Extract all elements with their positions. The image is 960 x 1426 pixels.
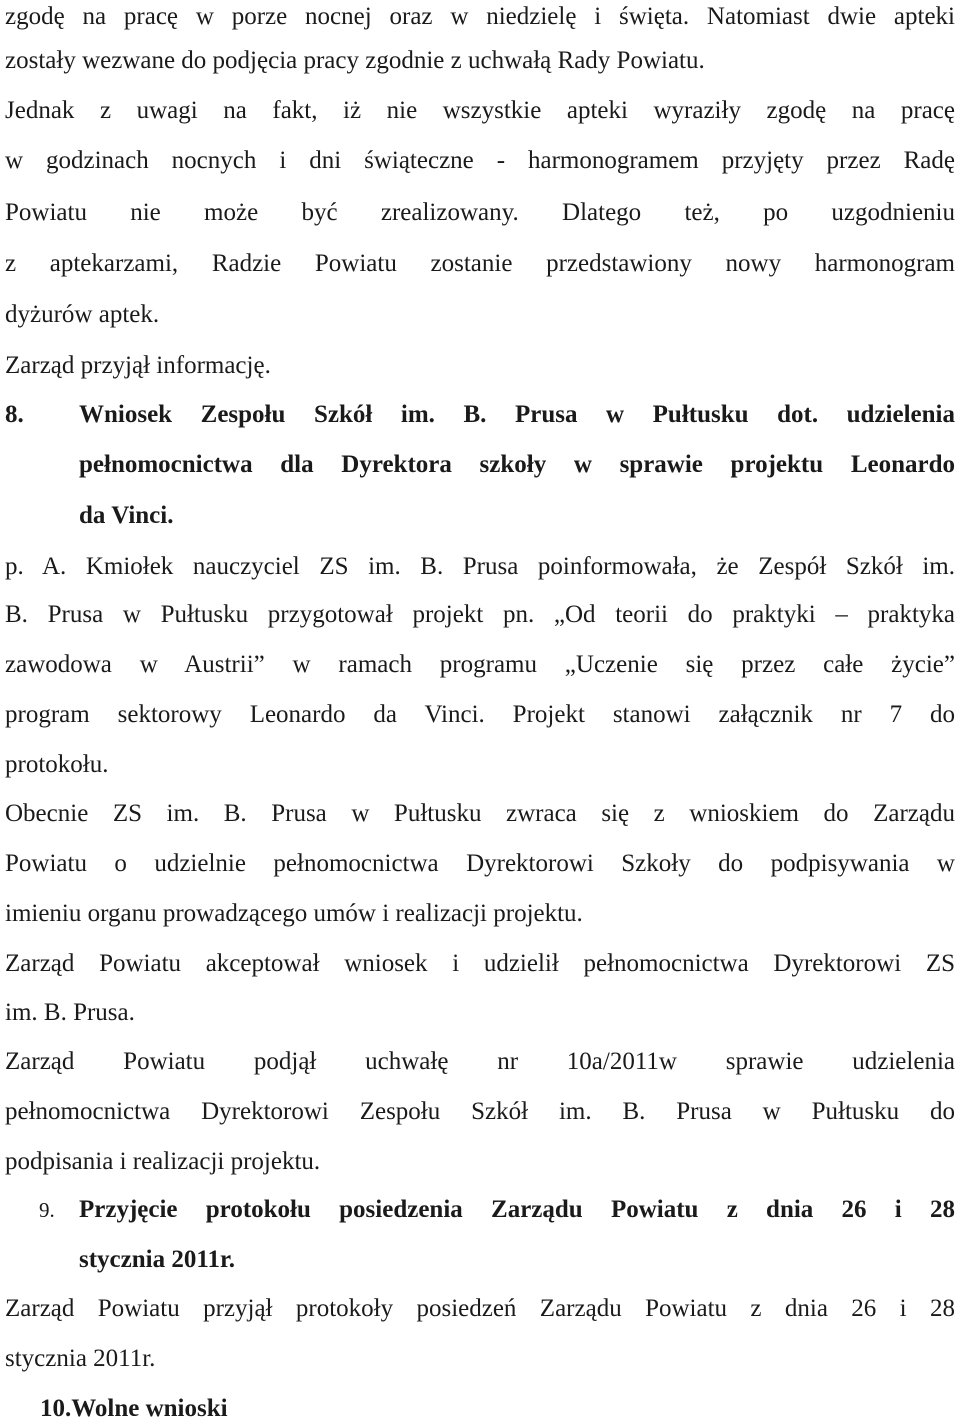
section-title-line: pełnomocnictwa dla Dyrektora szkoły w sprawie projektu Leonardo [79, 451, 955, 478]
text-line: Zarząd Powiatu podjął uchwałę nr 10a/2011w sprawie udzielenia [5, 1048, 955, 1075]
text-line: p. A. Kmiołek nauczyciel ZS im. B. Prusa poinformowała, że Zespół Szkół im. [5, 553, 955, 580]
text-line: w godzinach nocnych i dni świąteczne - harmonogramem przyjęty przez Radę [5, 147, 955, 174]
text-line: Zarząd Powiatu przyjął protokoły posiedzeń Zarządu Powiatu z dnia 26 i 28 [5, 1295, 955, 1322]
section-title-line: Przyjęcie protokołu posiedzenia Zarządu Powiatu z dnia 26 i 28 [79, 1196, 955, 1223]
text-line: pełnomocnictwa Dyrektorowi Zespołu Szkół im. B. Prusa w Pułtusku do [5, 1098, 955, 1125]
text-line: zostały wezwane do podjęcia pracy zgodnie z uchwałą Rady Powiatu. [5, 47, 705, 74]
text-line: podpisania i realizacji projektu. [5, 1148, 321, 1175]
section-number: 9. [39, 1198, 55, 1222]
decision-text: Zarząd przyjął informację. [5, 352, 271, 379]
section-title-line: Wniosek Zespołu Szkół im. B. Prusa w Pułtusku dot. udzielenia [79, 401, 955, 428]
section-number: 8. [5, 401, 24, 428]
text-line: Powiatu nie może być zrealizowany. Dlatego też, po uzgodnieniu [5, 199, 955, 226]
text-line: imieniu organu prowadzącego umów i realizacji projektu. [5, 900, 583, 927]
text-line: Powiatu o udzielnie pełnomocnictwa Dyrektorowi Szkoły do podpisywania w [5, 850, 955, 877]
text-line: stycznia 2011r. [5, 1345, 156, 1372]
text-line: im. B. Prusa. [5, 999, 135, 1026]
text-line: Jednak z uwagi na fakt, iż nie wszystkie apteki wyraziły zgodę na pracę [5, 97, 955, 124]
text-line: program sektorowy Leonardo da Vinci. Projekt stanowi załącznik nr 7 do [5, 701, 955, 728]
text-line: zgodę na pracę w porze nocnej oraz w niedzielę i święta. Natomiast dwie apteki [5, 3, 955, 30]
section-heading-9 [39, 1193, 955, 1227]
text-line: dyżurów aptek. [5, 301, 160, 328]
section-title-line: da Vinci. [79, 502, 174, 529]
section-heading-10: 10.Wolne wnioski [40, 1395, 228, 1422]
text-line: protokołu. [5, 751, 109, 778]
text-line: B. Prusa w Pułtusku przygotował projekt pn. „Od teorii do praktyki – praktyka [5, 601, 955, 628]
section-title-line: stycznia 2011r. [79, 1246, 236, 1273]
text-line: zawodowa w Austrii” w ramach programu „Uczenie się przez całe życie” [5, 651, 955, 678]
text-line: z aptekarzami, Radzie Powiatu zostanie przedstawiony nowy harmonogram [5, 250, 955, 277]
text-line: Zarząd Powiatu akceptował wniosek i udzielił pełnomocnictwa Dyrektorowi ZS [5, 950, 955, 977]
section-heading-8 [5, 398, 955, 432]
text-line: Obecnie ZS im. B. Prusa w Pułtusku zwraca się z wnioskiem do Zarządu [5, 800, 955, 827]
